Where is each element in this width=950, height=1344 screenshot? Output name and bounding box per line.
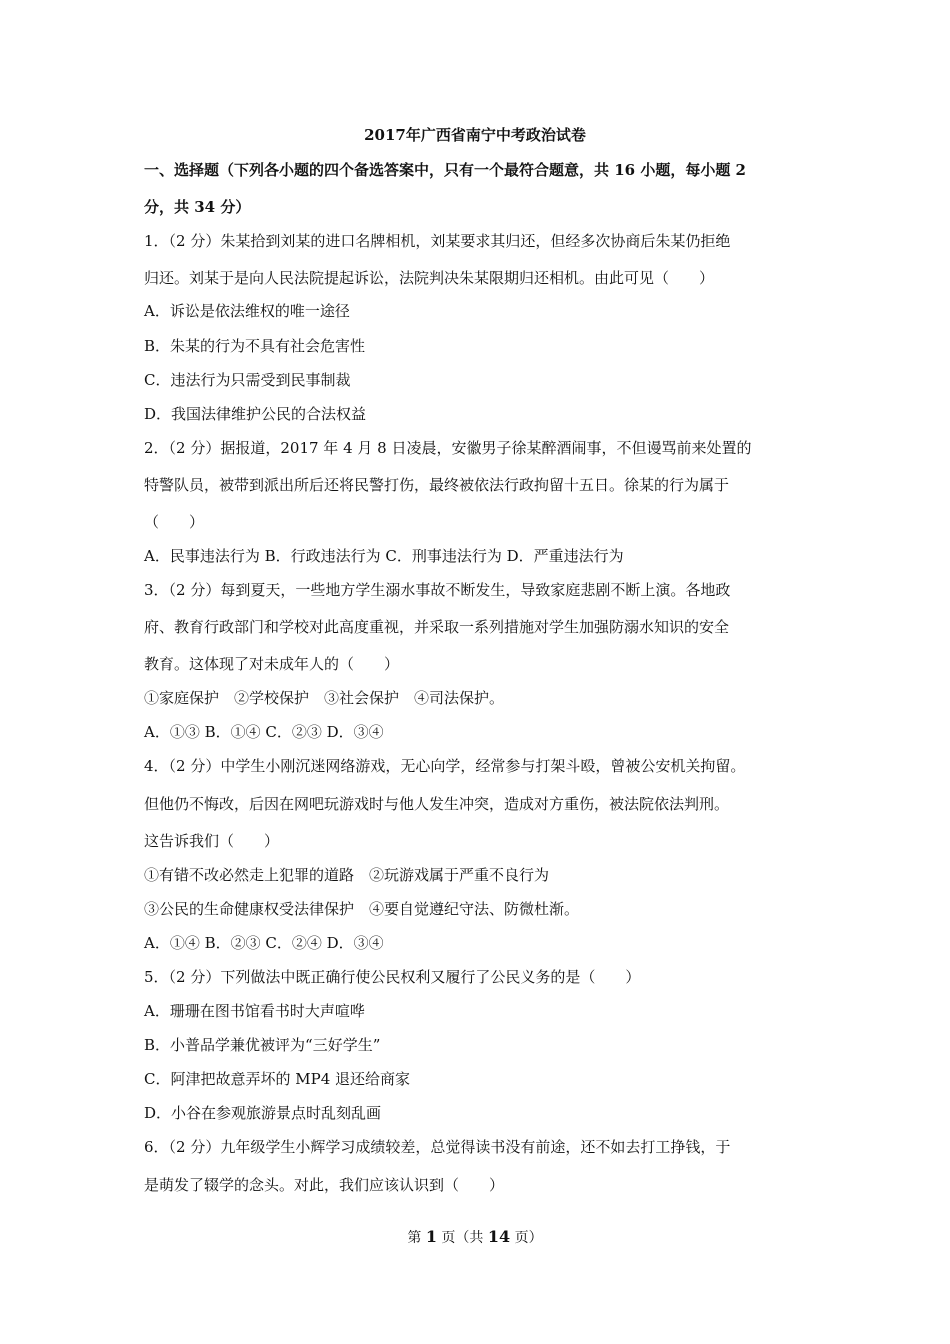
q1-option-b: B．朱某的行为不具有社会危害性 [144,337,366,355]
q1-stem-line-1: 1．（2 分）朱某拾到刘某的进口名牌相机，刘某要求其归还，但经多次协商后朱某仍拒绝 [144,232,731,250]
q2-stem-line-2: 特警队员，被带到派出所后还将民警打伤，最终被依法行政拘留十五日。徐某的行为属于 [144,476,730,494]
q3-statements: ①家庭保护 ②学校保护 ③社会保护 ④司法保护。 [144,689,505,707]
section-heading-line-1: 一、选择题（下列各小题的四个备选答案中，只有一个最符合题意，共 16 小题，每小题 2 [144,161,746,179]
q5-option-b: B．小普品学兼优被评为“三好学生” [144,1036,381,1054]
footer-suffix: 页） [510,1230,543,1246]
footer-middle: 页（共 [436,1230,488,1246]
q5-option-c: C．阿津把故意弄坏的 MP4 退还给商家 [144,1070,411,1088]
footer-prefix: 第 [407,1230,426,1246]
footer-page-number: 1 [425,1227,437,1246]
q2-stem-line-1: 2．（2 分）据报道，2017 年 4 月 8 日凌晨，安徽男子徐某醉酒闹事，不但谩骂前来处置的 [144,439,752,457]
q3-options: A．①③ B．①④ C．②③ D．③④ [144,723,384,741]
q1-option-a: A．诉讼是依法维权的唯一途径 [144,302,350,320]
q4-stem-line-3: 这告诉我们（ ） [144,832,280,850]
q4-stem-line-2: 但他仍不悔改，后因在网吧玩游戏时与他人发生冲突，造成对方重伤，被法院依法判刑。 [144,795,730,813]
q5-option-a: A．珊珊在图书馆看书时大声喧哗 [144,1002,365,1020]
q3-stem-line-1: 3．（2 分）每到夏天，一些地方学生溺水事故不断发生，导致家庭悲剧不断上演。各地政 [144,581,731,599]
section-heading-line-2: 分，共 34 分） [144,198,251,216]
q4-stem-line-1: 4．（2 分）中学生小刚沉迷网络游戏，无心向学，经常参与打架斗殴，曾被公安机关拘留。 [144,757,746,775]
q1-stem-line-2: 归还。刘某于是向人民法院提起诉讼，法院判决朱某限期归还相机。由此可见（ ） [144,269,715,287]
page-title: 2017年广西省南宁中考政治试卷 [364,126,586,144]
q6-stem-line-1: 6．（2 分）九年级学生小辉学习成绩较差，总觉得读书没有前途，还不如去打工挣钱，于 [144,1138,731,1156]
q4-statements-2: ③公民的生命健康权受法律保护 ④要自觉遵纪守法、防微杜渐。 [144,900,580,918]
q1-option-d: D．我国法律维护公民的合法权益 [144,405,367,423]
q5-option-d: D．小谷在参观旅游景点时乱刻乱画 [144,1104,382,1122]
page-footer [0,1226,950,1249]
q2-stem-line-3: （ ） [144,513,205,531]
q5-stem-line-1: 5．（2 分）下列做法中既正确行使公民权利又履行了公民义务的是（ ） [144,968,641,986]
q4-options: A．①④ B．②③ C．②④ D．③④ [144,934,384,952]
q1-option-c: C．违法行为只需受到民事制裁 [144,371,351,389]
q3-stem-line-2: 府、教育行政部门和学校对此高度重视，并采取一系列措施对学生加强防溺水知识的安全 [144,618,730,636]
q2-options: A．民事违法行为 B．行政违法行为 C．刑事违法行为 D．严重违法行为 [144,547,624,565]
q4-statements-1: ①有错不改必然走上犯罪的道路 ②玩游戏属于严重不良行为 [144,866,550,884]
footer-total-pages: 14 [487,1227,511,1246]
q6-stem-line-2: 是萌发了辍学的念头。对此，我们应该认识到（ ） [144,1176,505,1194]
q3-stem-line-3: 教育。这体现了对未成年人的（ ） [144,655,400,673]
